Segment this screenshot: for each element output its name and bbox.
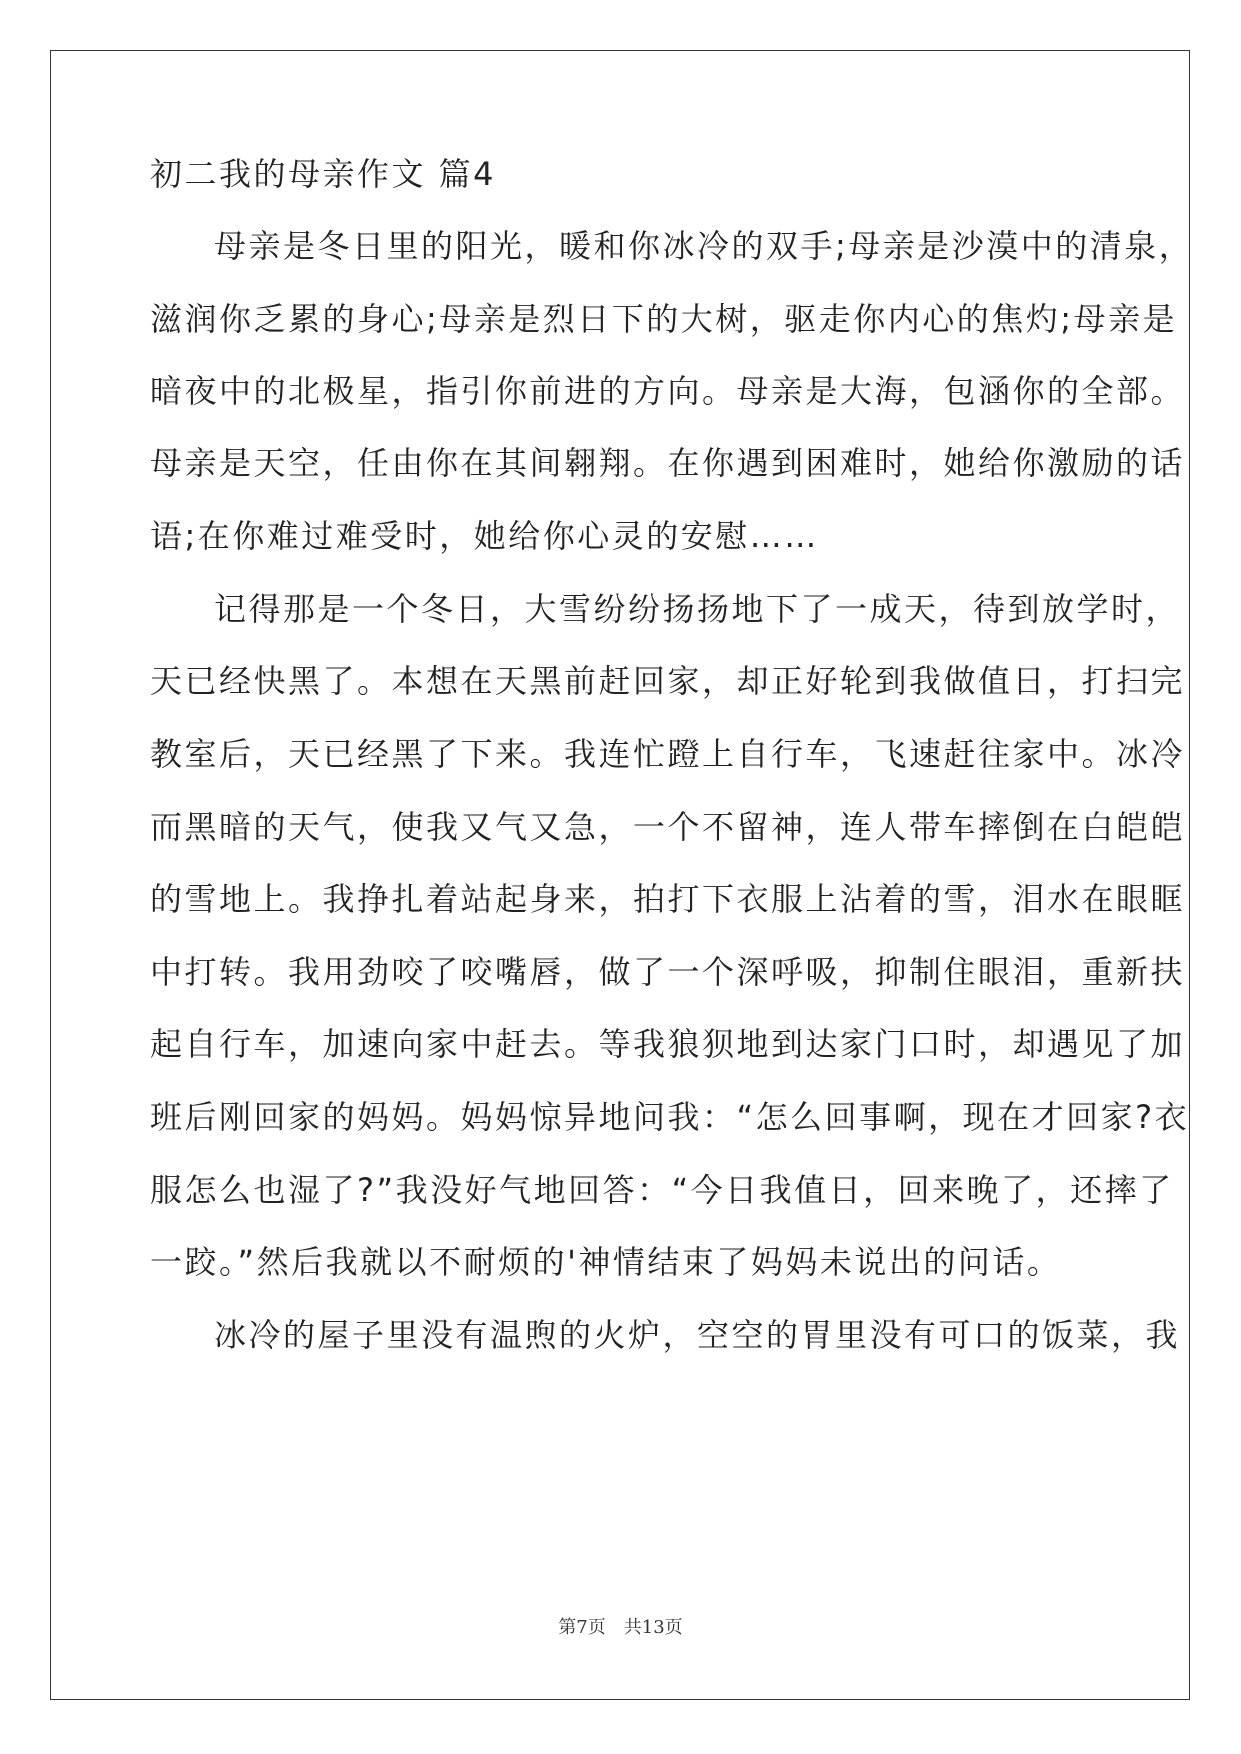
text-line: 冰冷的屋子里没有温煦的火炉，空空的胃里没有可口的饭菜，我 — [214, 1316, 1181, 1354]
text-line: 起自行车，加速向家中赶去。等我狼狈地到达家门口时，却遇见了加 — [150, 1025, 1186, 1063]
text-line: 记得那是一个冬日，大雪纷纷扬扬地下了一成天，待到放学时， — [214, 590, 1181, 628]
page-border — [50, 50, 1190, 1700]
text-line: 中打转。我用劲咬了咬嘴唇，做了一个深呼吸，抑制住眼泪，重新扶 — [150, 953, 1186, 991]
text-line: 的雪地上。我挣扎着站起身来，拍打下衣服上沾着的雪，泪水在眼眶 — [150, 880, 1186, 918]
text-line: 一跤。”然后我就以不耐烦的'神情结束了妈妈未说出的问话。 — [150, 1243, 1062, 1281]
text-line: 而黑暗的天气，使我又气又急，一个不留神，连人带车摔倒在白皑皑 — [150, 808, 1186, 846]
text-line: 班后刚回家的妈妈。妈妈惊异地问我：“怎么回事啊，现在才回家?衣 — [150, 1098, 1190, 1136]
text-line: 母亲是天空，任由你在其间翱翔。在你遇到困难时，她给你激励的话 — [150, 444, 1186, 482]
page-number: 第7页 共13页 — [558, 1617, 683, 1638]
text-line: 滋润你乏累的身心;母亲是烈日下的大树，驱走你内心的焦灼;母亲是 — [150, 300, 1178, 338]
document-title: 初二我的母亲作文 篇4 — [150, 155, 497, 193]
text-line: 服怎么也湿了?”我没好气地回答：“今日我值日，回来晚了，还摔了 — [150, 1171, 1174, 1209]
text-line: 暗夜中的北极星，指引你前进的方向。母亲是大海，包涵你的全部。 — [150, 372, 1186, 410]
text-line: 母亲是冬日里的阳光，暖和你冰冷的双手;母亲是沙漠中的清泉， — [214, 227, 1194, 265]
text-line: 语;在你难过难受时，她给你心灵的安慰…… — [150, 517, 819, 555]
text-line: 天已经快黑了。本想在天黑前赶回家，却正好轮到我做值日，打扫完 — [150, 662, 1186, 700]
text-line: 教室后，天已经黑了下来。我连忙蹬上自行车，飞速赶往家中。冰冷 — [150, 735, 1186, 773]
